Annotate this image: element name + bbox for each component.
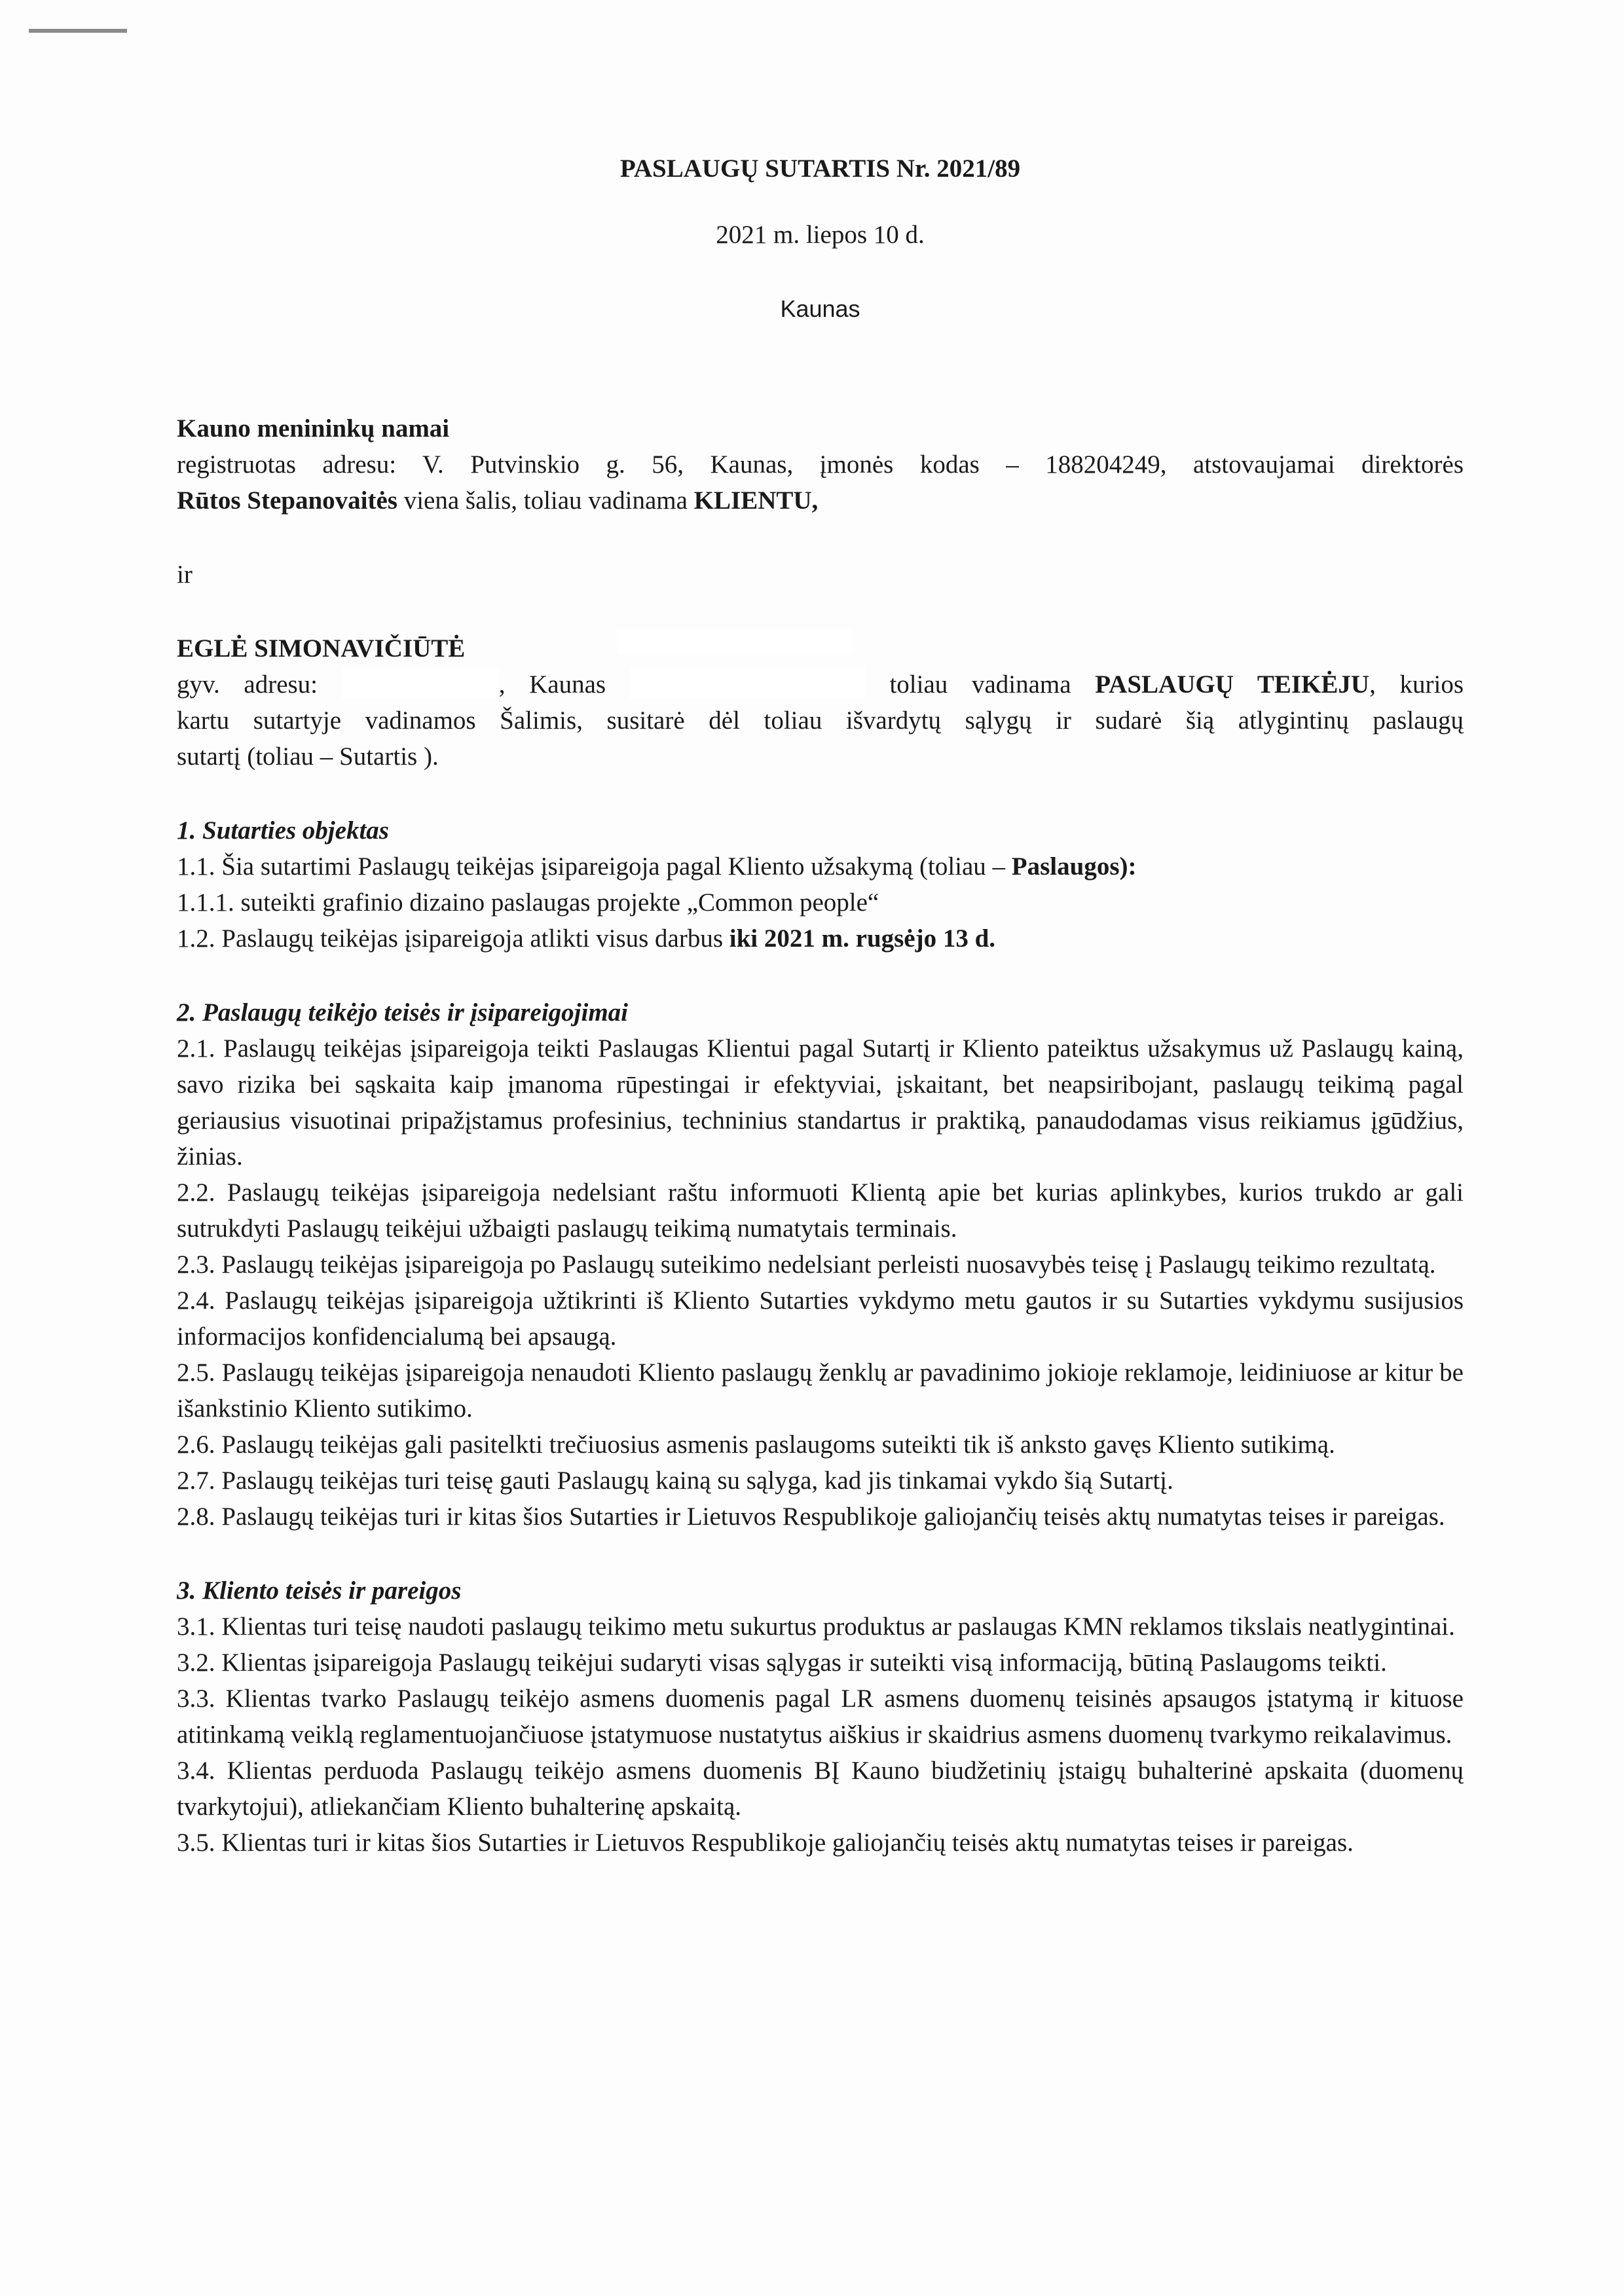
connector-ir: ir	[177, 560, 193, 589]
document-title: PASLAUGŲ SUTARTIS Nr. 2021/89	[619, 155, 1021, 183]
client-role: KLIENTU,	[693, 486, 819, 515]
clause-1-2	[177, 920, 1464, 957]
clause-1-2-bold: iki 2021 m. rugsėjo 13 d.	[729, 924, 996, 953]
provider-line-1	[177, 666, 1464, 702]
section-1-heading: 1. Sutarties objektas	[177, 816, 389, 845]
clause-3-2: 3.2. Klientas įsipareigoja Paslaugų teikėjui sudaryti visas sąlygas ir suteikti visą informaciją, būtiną Paslaugoms teikti.	[177, 1649, 1387, 1677]
scan-mark	[29, 29, 127, 33]
clause-2-3: 2.3. Paslaugų teikėjas įsipareigoja po Paslaugų suteikimo nedelsiant perleisti nuosavybės teisę į Paslaugų teikimo rezultatą.	[177, 1250, 1436, 1279]
clause-1-2-text: 1.2. Paslaugų teikėjas įsipareigoja atlikti visus darbus	[177, 924, 729, 953]
document-body	[177, 151, 1464, 1861]
clause-2-2: 2.2. Paslaugų teikėjas įsipareigoja nedelsiant raštu informuoti Klientą apie bet kurias aplinkybes, kurios trukdo ar gali sutrukdyti Paslaugų teikėjui užbaigti paslaugų teikimą numatytais terminais.	[177, 1178, 1464, 1243]
clause-3-1: 3.1. Klientas turi teisę naudoti paslaugų teikimo metu sukurtus produktus ar paslaugas KMN reklamos tikslais neatlygintinai.	[177, 1613, 1455, 1641]
clause-1-1-text: 1.1. Šia sutartimi Paslaugų teikėjas įsipareigoja pagal Kliento užsakymą (toliau –	[177, 852, 1012, 881]
section-2-heading: 2. Paslaugų teikėjo teisės ir įsipareigojimai	[177, 998, 629, 1027]
provider-addr-city: , Kaunas	[498, 670, 630, 699]
clause-1-1-1: 1.1.1. suteikti grafinio dizaino paslaugas projekte „Common people“	[177, 888, 879, 917]
clause-2-1: 2.1. Paslaugų teikėjas įsipareigoja teikti Paslaugas Klientui pagal Sutartį ir Kliento pateiktus užsakymus už Paslaugų kainą, savo rizika bei sąskaita kaip įmanoma rūpestingai ir efektyviai, įskaitant, bet neapsiribojant, paslaugų teikimą pagal geriausius visuotinai pripažįstamus profesinius, techninius standartus ir praktiką, panaudodamas visus reikiamus įgūdžius, žinias.	[177, 1034, 1464, 1171]
provider-line-3: sutartį (toliau – Sutartis ).	[177, 742, 439, 771]
redaction-block	[342, 668, 499, 699]
clause-2-8: 2.8. Paslaugų teikėjas turi ir kitas šios Sutarties ir Lietuvos Respublikoje galiojančių teisės aktų numatytas teises ir pareigas.	[177, 1503, 1445, 1531]
provider-addr-label: gyv. adresu:	[177, 670, 342, 699]
document-date: 2021 m. liepos 10 d.	[716, 221, 925, 249]
client-rep-name: Rūtos Stepanovaitės	[177, 486, 397, 515]
clause-1-1-bold: Paslaugos):	[1011, 852, 1137, 881]
document-city: Kaunas	[780, 295, 860, 322]
clause-3-4: 3.4. Klientas perduoda Paslaugų teikėjo asmens duomenis BĮ Kauno biudžetinių įstaigų buhalterinė apskaita (duomenų tvarkytojui), atliekančiam Kliento buhalterinę apskaitą.	[177, 1757, 1464, 1821]
clause-2-7: 2.7. Paslaugų teikėjas turi teisę gauti Paslaugų kainą su sąlyga, kad jis tinkamai vykdo šią Sutartį.	[177, 1467, 1173, 1495]
client-name: Kauno menininkų namai	[177, 414, 450, 443]
clause-2-4: 2.4. Paslaugų teikėjas įsipareigoja užtikrinti iš Kliento Sutarties vykdymo metu gautos ir su Sutarties vykdymu susijusios informacijos konfidencialumą bei apsaugą.	[177, 1286, 1464, 1351]
client-line-2	[177, 483, 1464, 519]
client-line-2-mid: viena šalis, toliau vadinama	[397, 486, 694, 515]
provider-role: PASLAUGŲ TEIKĖJU	[1095, 670, 1370, 699]
client-address-text: registruotas adresu: V. Putvinskio g. 56, Kaunas, įmonės kodas – 188204249, atstovaujamai direktorės	[177, 450, 1464, 479]
clause-2-5: 2.5. Paslaugų teikėjas įsipareigoja nenaudoti Kliento paslaugų ženklų ar pavadinimo jokioje reklamoje, leidiniuose ar kitur be išankstinio Kliento sutikimo.	[177, 1358, 1464, 1423]
provider-toliau: toliau vadinama	[889, 670, 1096, 699]
provider-line-2: kartu sutartyje vadinamos Šalimis, susitarė dėl toliau išvardytų sąlygų ir sudarė šią atlygintinų paslaugų	[177, 706, 1464, 735]
client-line-1	[177, 446, 1464, 483]
clause-3-5: 3.5. Klientas turi ir kitas šios Sutarties ir Lietuvos Respublikoje galiojančių teisės aktų numatytas teises ir pareigas.	[177, 1829, 1354, 1857]
redaction-block	[630, 668, 866, 699]
clause-1-1	[177, 848, 1464, 884]
provider-name: EGLĖ SIMONAVIČIŪTĖ	[177, 634, 466, 663]
clause-3-3: 3.3. Klientas tvarko Paslaugų teikėjo asmens duomenis pagal LR asmens duomenų teisinės apsaugos įstatymą ir kituose atitinkamą veiklą reglamentuojančiuose įstatymuose nustatytus aiškius ir skaidrius asmens duomenų tvarkymo reikalavimus.	[177, 1685, 1464, 1749]
provider-after-role: , kurios	[1369, 670, 1464, 699]
section-3-heading: 3. Kliento teisės ir pareigos	[177, 1576, 462, 1605]
clause-2-6: 2.6. Paslaugų teikėjas gali pasitelkti trečiuosius asmenis paslaugoms suteikti tik iš anksto gavęs Kliento sutikimą.	[177, 1430, 1335, 1459]
